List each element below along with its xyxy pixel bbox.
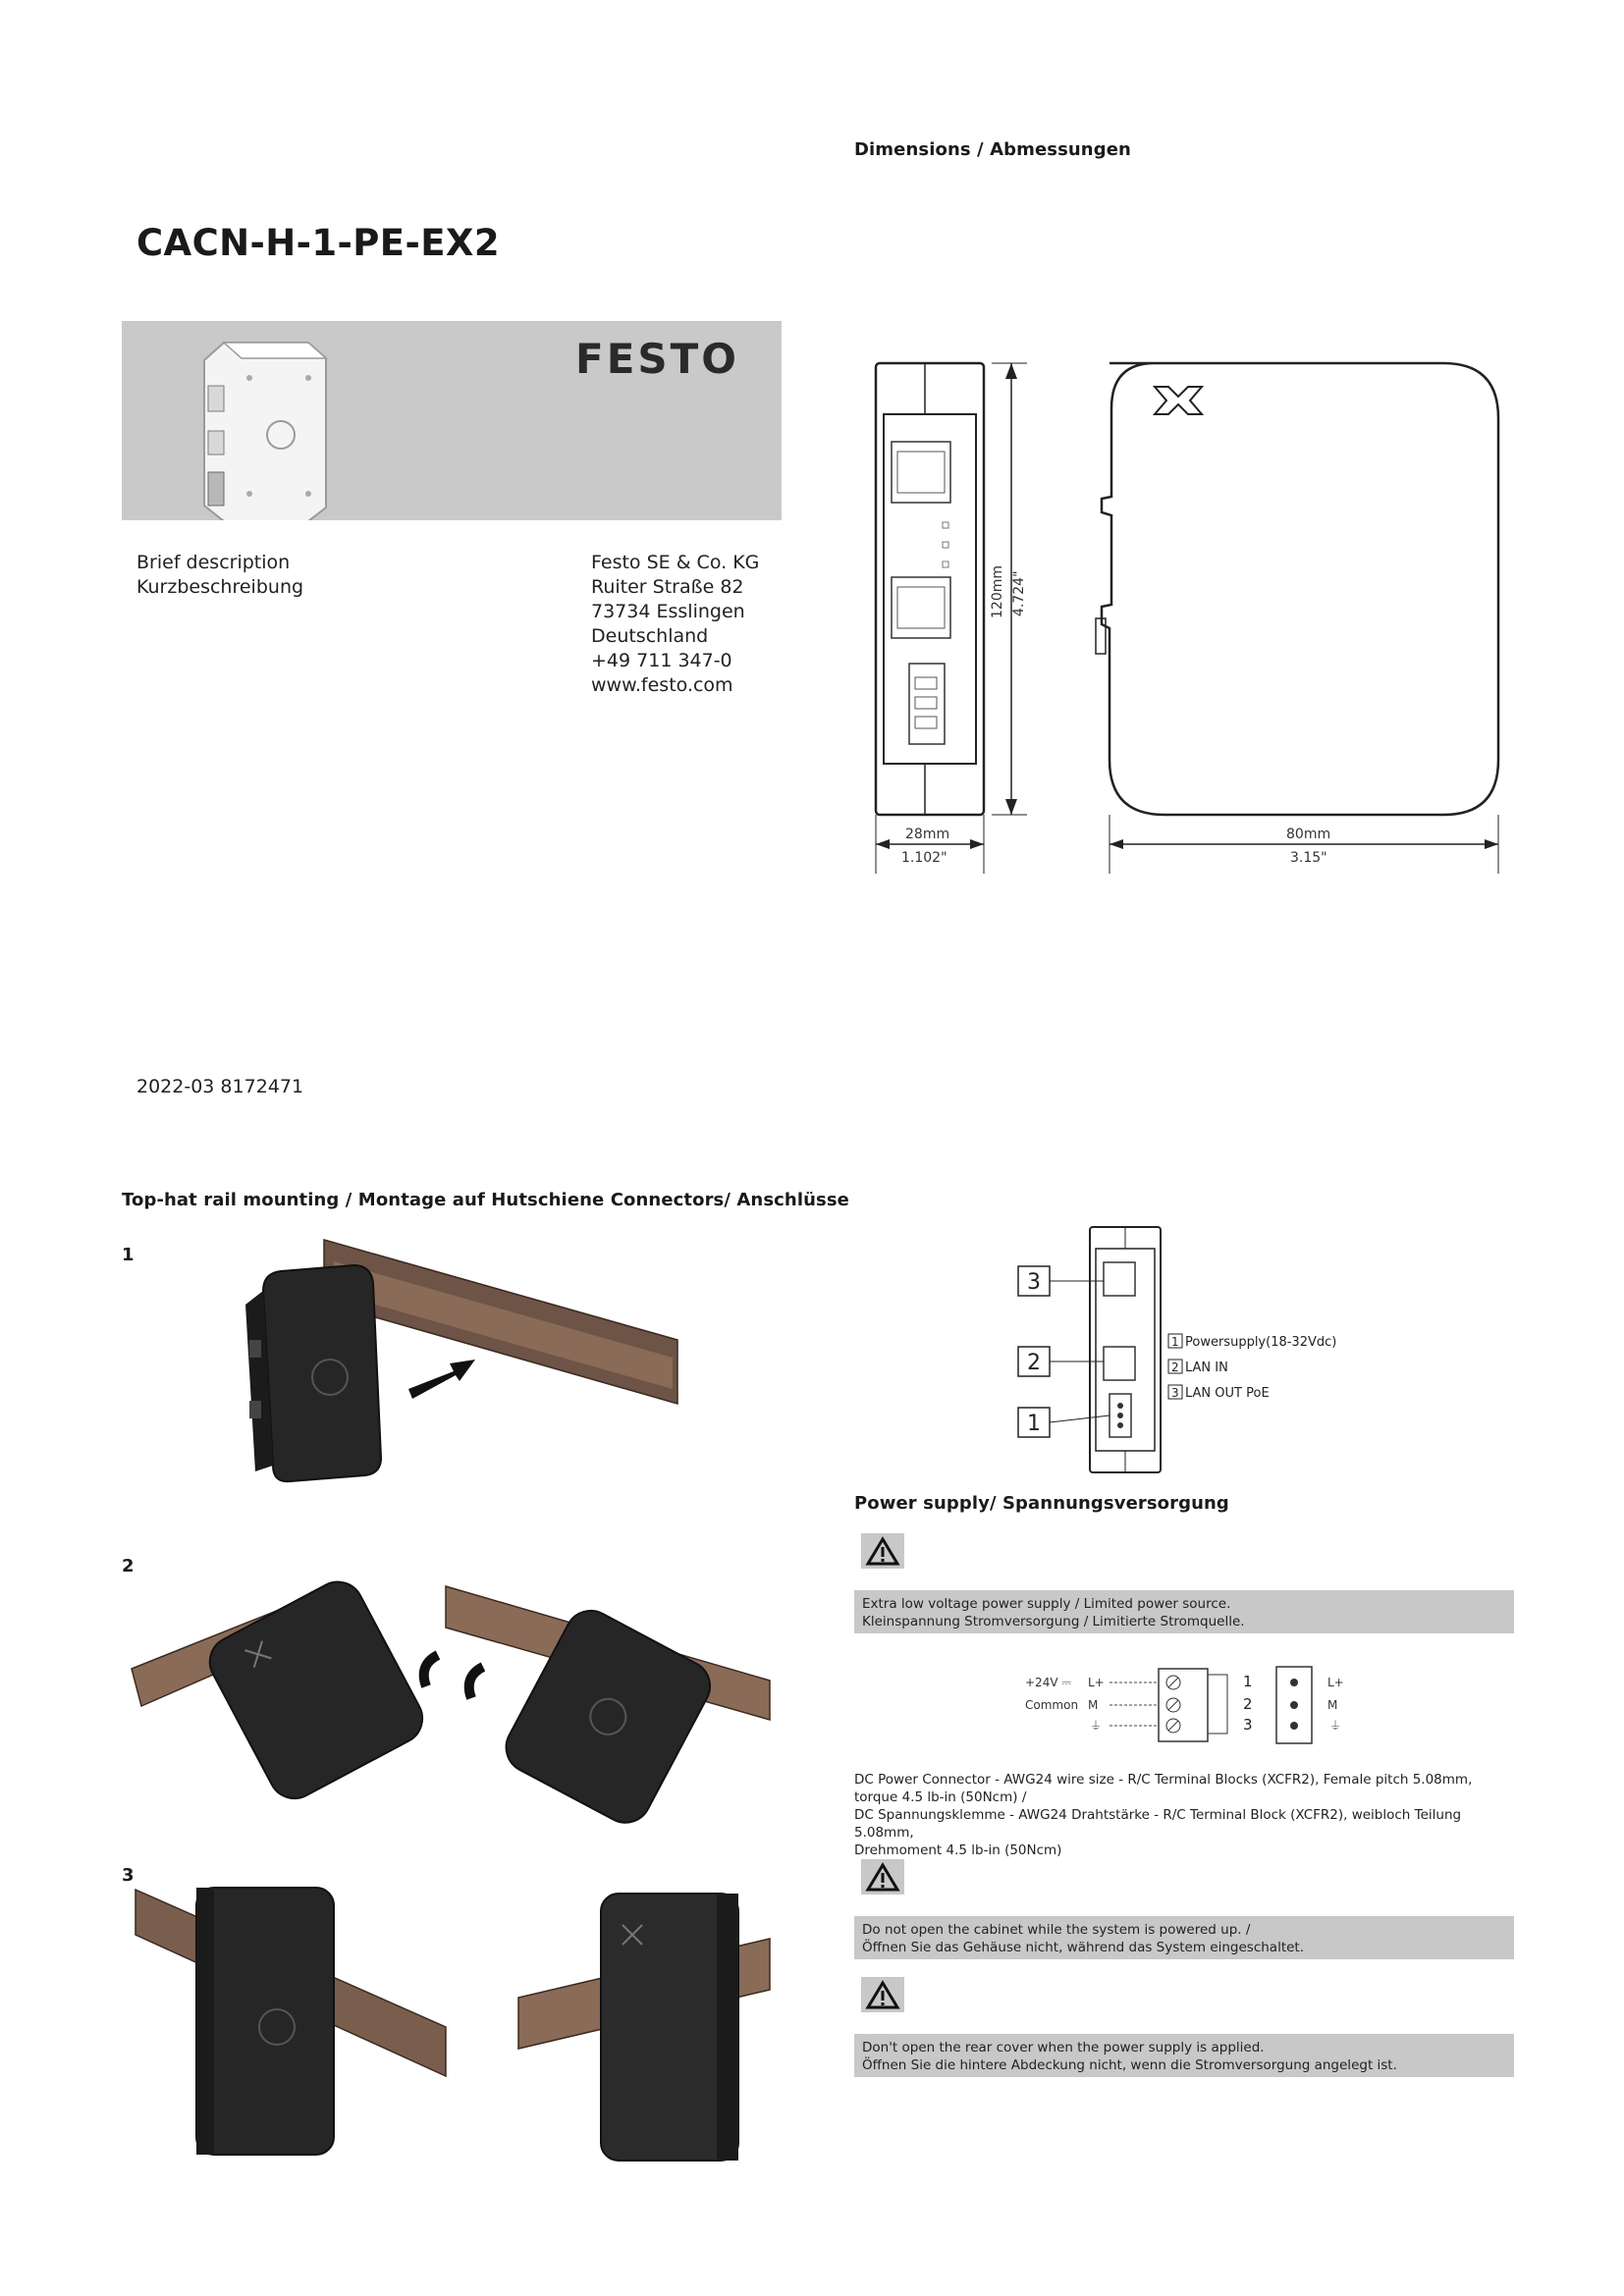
connectors-diagram <box>1011 1217 1365 1487</box>
connector-legend <box>1168 1334 1336 1401</box>
warning-icon <box>861 1859 904 1895</box>
callout-1: 1 <box>1027 1412 1041 1436</box>
pin-label-24v: +24V ⎓ <box>1025 1676 1071 1689</box>
connector-line-1: DC Power Connector - AWG24 wire size - R/C Terminal Blocks (XCFR2), Female pitch 5.08mm, <box>854 1772 1473 1788</box>
warning-1-line-2: Kleinspannung Stromversorgung / Limitierte Stromquelle. <box>862 1614 1245 1629</box>
depth-in-label: 3.15" <box>1290 850 1327 866</box>
warning-1-line-1: Extra low voltage power supply / Limited power source. <box>862 1596 1231 1612</box>
step-2-number: 2 <box>122 1556 135 1576</box>
step-1-illustration <box>226 1232 687 1526</box>
width-dimension <box>876 815 984 874</box>
description-de: Kurzbeschreibung <box>136 576 304 598</box>
pin-name-l: L+ <box>1088 1676 1105 1689</box>
warning-2-line-2: Öffnen Sie das Gehäuse nicht, während das System eingeschaltet. <box>862 1940 1305 1955</box>
step-1-number: 1 <box>122 1245 135 1265</box>
pin-name-m: M <box>1088 1698 1099 1712</box>
warning-3-line-1: Don't open the rear cover when the power supply is applied. <box>862 2040 1265 2056</box>
pin-name-l-right: L+ <box>1327 1676 1344 1689</box>
website: www.festo.com <box>591 674 733 696</box>
callout-3: 3 <box>1027 1270 1041 1295</box>
callout-2: 2 <box>1027 1351 1041 1375</box>
product-title: CACN-H-1-PE-EX2 <box>136 222 500 264</box>
company-name: Festo SE & Co. KG <box>591 552 760 573</box>
power-supply-heading: Power supply/ Spannungsversorgung <box>854 1493 1229 1514</box>
cover-banner <box>122 321 782 520</box>
legend-num-3: 3 <box>1171 1386 1179 1400</box>
warning-icon-3-box <box>861 1977 904 2012</box>
pin-label-common: Common <box>1025 1698 1079 1712</box>
warning-icon <box>861 1977 904 2012</box>
warning-box-3 <box>854 2034 1514 2077</box>
legend-num-1: 1 <box>1171 1335 1179 1349</box>
height-in-label: 4.724" <box>1011 570 1027 616</box>
height-mm-label: 120mm <box>990 565 1005 618</box>
side-view <box>1096 363 1498 815</box>
legend-label-1: Powersupply(18-32Vdc) <box>1185 1335 1337 1350</box>
height-dimension <box>990 363 1027 815</box>
step-3-number: 3 <box>122 1865 135 1886</box>
width-in-label: 1.102" <box>901 850 947 866</box>
warning-icon <box>861 1533 904 1569</box>
description-en: Brief description <box>136 552 291 573</box>
pin-number-2: 2 <box>1243 1695 1253 1713</box>
step-2-illustration <box>122 1571 780 1845</box>
connector-line-3: DC Spannungsklemme - AWG24 Drahtstärke - R/C Terminal Block (XCFR2), weibloch Teilung 5.08mm, <box>854 1807 1462 1841</box>
street: Ruiter Straße 82 <box>591 576 744 598</box>
depth-dimension <box>1110 815 1498 874</box>
dimensions-drawing <box>854 353 1522 883</box>
warning-2-line-1: Do not open the cabinet while the system is powered up. / <box>862 1922 1251 1938</box>
legend-label-2: LAN IN <box>1185 1361 1228 1375</box>
connector-description <box>854 1771 1522 1859</box>
legend-num-2: 2 <box>1171 1361 1179 1374</box>
pin-number-1: 1 <box>1243 1673 1253 1690</box>
warning-icon-1-box <box>861 1533 904 1569</box>
city: 73734 Esslingen <box>591 601 745 622</box>
warning-box-2 <box>854 1916 1514 1959</box>
festo-logo: FESTO <box>575 335 739 383</box>
legend-label-3: LAN OUT PoE <box>1185 1386 1270 1401</box>
country: Deutschland <box>591 625 709 647</box>
connector-line-2: torque 4.5 lb-in (50Ncm) / <box>854 1789 1027 1805</box>
dimensions-heading: Dimensions / Abmessungen <box>854 139 1131 160</box>
depth-mm-label: 80mm <box>1286 827 1331 842</box>
pin-name-m-right: M <box>1327 1698 1338 1712</box>
warning-icon-2-box <box>861 1859 904 1895</box>
phone: +49 711 347-0 <box>591 650 732 671</box>
front-view <box>876 363 984 815</box>
step-3-illustration <box>122 1880 780 2164</box>
warning-box-1 <box>854 1590 1514 1633</box>
doc-code: 2022-03 8172471 <box>136 1076 304 1097</box>
brief-description <box>136 551 303 600</box>
company-address <box>591 551 759 698</box>
mounting-heading: Top-hat rail mounting / Montage auf Hutschiene Connectors/ Anschlüsse <box>122 1190 849 1210</box>
width-mm-label: 28mm <box>905 827 950 842</box>
warning-3-line-2: Öffnen Sie die hintere Abdeckung nicht, wenn die Stromversorgung angelegt ist. <box>862 2057 1397 2073</box>
pin-name-ground: ⏚ <box>1090 1719 1103 1733</box>
connector-line-4: Drehmoment 4.5 lb-in (50Ncm) <box>854 1842 1062 1858</box>
pin-number-3: 3 <box>1243 1716 1253 1734</box>
pinout-diagram <box>1011 1663 1365 1751</box>
pin-name-ground-right: ⏚ <box>1329 1719 1342 1733</box>
